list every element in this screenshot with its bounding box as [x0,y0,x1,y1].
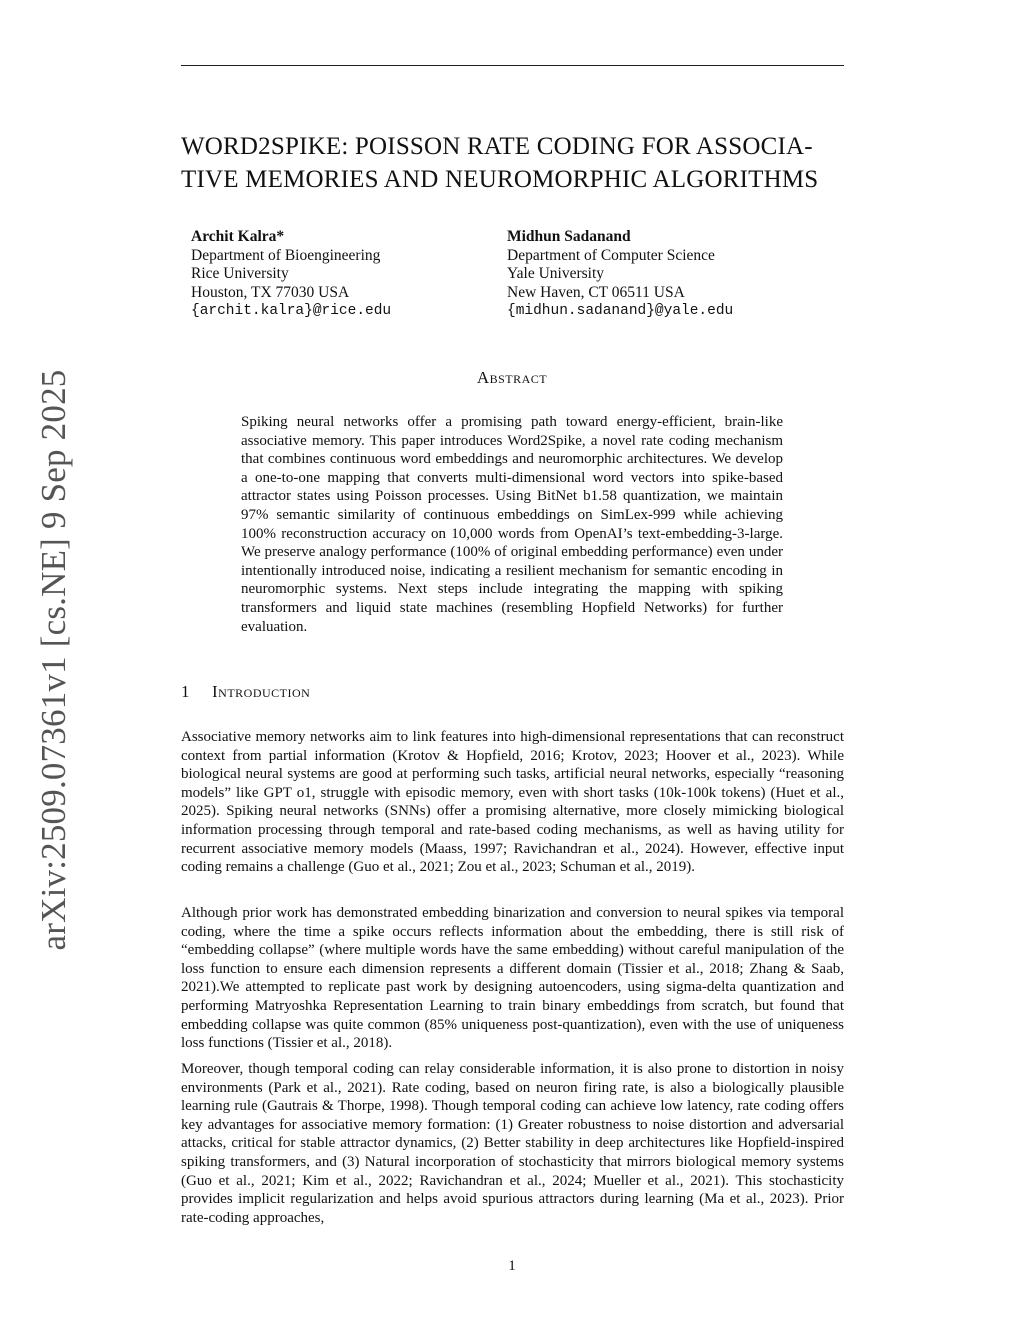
author-name: Midhun Sadanand [507,228,631,245]
section-number: 1 [181,682,190,701]
author-block-1 [191,228,391,321]
abstract-text: Spiking neural networks offer a promising path toward energy-efficient, brain-like associative memory. This paper introduces Word2Spike, a novel rate coding mechanism that combines continuous word embeddings and neuromorphic architectures. We develop a one-to-one mapping that converts multi-dimensional word vectors into spike-based attractor states using Poisson processes. Using BitNet b1.58 quantization, we maintain 97% semantic similarity of continuous embeddings on SimLex-999 while achieving 100% reconstruction accuracy on 10,000 words from OpenAI’s text-embedding-3-large. We preserve analogy performance (100% of original embedding performance) even under intentionally introduced noise, indicating a resilient mechanism for semantic encoding in neuromorphic systems. Next steps include integrating the mapping with spiking transformers and liquid state machines (resembling Hopfield Networks) for further evaluation. [241,414,783,635]
author-email: {archit.kalra}@rice.edu [191,303,392,319]
paragraph: Associative memory networks aim to link features into high-dimensional representations that can reconstruct context from partial information (Krotov & Hopfield, 2016; Krotov, 2023; Hoover et al., 2023). While biological neural systems are good at performing such tasks, artificial neural networks, especially “reasoning models” like GPT o1, struggle with episodic memory, even with short tasks (10k-100k tokens) (Huet et al., 2025). Spiking neural networks (SNNs) offer a promising alternative, more closely mimicking biological information processing through temporal and rate-based coding mechanisms, as well as having utility for recurrent associative memory models (Maass, 1997; Ravichandran et al., 2024). However, effective input coding remains a challenge (Guo et al., 2021; Zou et al., 2023; Schuman et al., 2019). [181,729,844,876]
top-rule [181,65,844,66]
author-department: Department of Computer Science [507,246,715,264]
paper-title [181,130,851,196]
author-institution: Rice University [191,265,289,282]
section-title: Introduction [212,682,311,701]
section-heading [181,682,310,702]
paragraph: Although prior work has demonstrated embedding binarization and conversion to neural spikes via temporal coding, where the time a spike occurs reflects information about the embedding, there is still risk of “embedding collapse” (where multiple words have the same embedding) without careful manipulation of the loss function to ensure each dimension represents a different domain (Tissier et al., 2018; Zhang & Saab, 2021).We attempted to replicate past work by designing autoencoders, using sigma-delta quantization and performing Matryoshka Representation Learning to train binary embeddings from scratch, but found that embedding collapse was quite common (85% uniqueness post-quantization), even with the use of uniqueness loss functions (Tissier et al., 2018). [181,905,844,1052]
author-name: Archit Kalra* [191,228,285,245]
page-number: 1 [508,1258,516,1274]
author-address: Houston, TX 77030 USA [191,283,350,301]
author-department: Department of Bioengineering [191,246,381,264]
author-institution: Yale University [507,265,605,282]
title-line-2: TIVE MEMORIES AND NEUROMORPHIC ALGORITHMS [181,166,819,193]
paragraph: Moreover, though temporal coding can relay considerable information, it is also prone to distortion in noisy environments (Park et al., 2021). Rate coding, based on neuron firing rate, is also a biologically plausible learning rule (Gautrais & Thorpe, 1998). Though temporal coding can achieve low latency, rate coding offers key advantages for associative memory formation: (1) Greater robustness to noise distortion and adversarial attacks, critical for stable attractor dynamics, (2) Better stability in deep architectures like Hopfield-inspired spiking transformers, and (3) Natural incorporation of stochasticity that mirrors biological memory systems (Guo et al., 2021; Kim et al., 2022; Ravichandran et al., 2024; Mueller et al., 2021). This stochasticity provides implicit regularization and helps avoid spurious attractors during learning (Ma et al., 2023). Prior rate-coding approaches, [181,1061,844,1226]
title-line-1: WORD2SPIKE: POISSON RATE CODING FOR ASSOCIA- [181,133,813,160]
author-block-2 [507,228,733,321]
arxiv-identifier: arXiv:2509.07361v1 [cs.NE] 9 Sep 2025 [34,369,73,951]
author-email: {midhun.sadanand}@yale.edu [507,303,734,319]
abstract-heading: Abstract [476,368,548,387]
author-address: New Haven, CT 06511 USA [507,283,685,301]
